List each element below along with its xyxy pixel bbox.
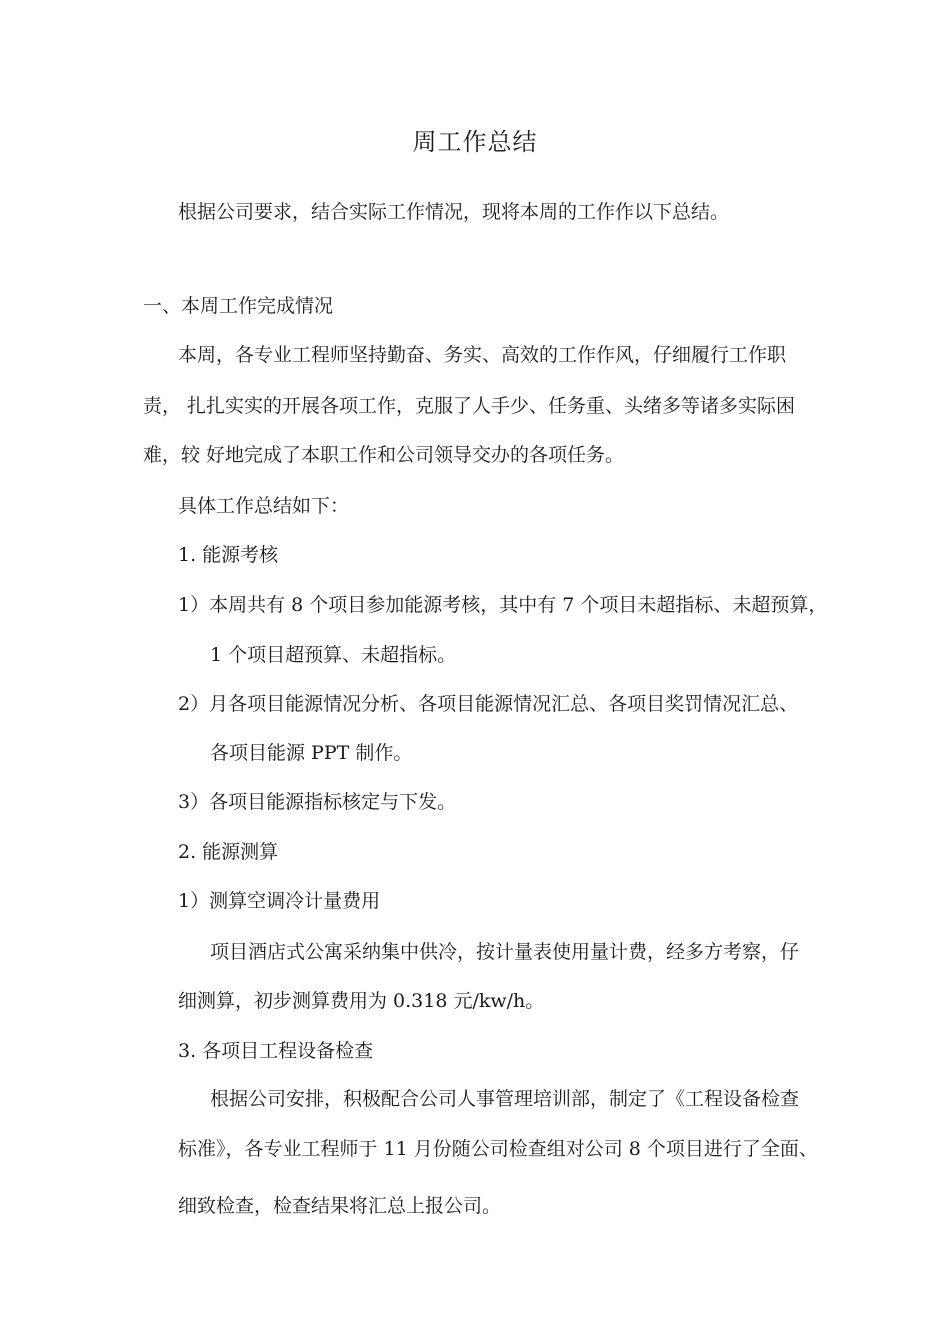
body-text-line: 根据公司安排，积极配合公司人事管理培训部，制定了《工程设备检查: [210, 1088, 800, 1110]
section-heading: 一、本周工作完成情况: [143, 295, 334, 317]
list-item-continuation: 1 个项目超预算、未超指标。: [210, 644, 457, 666]
item-heading: 3. 各项目工程设备检查: [178, 1040, 374, 1062]
body-text-line: 项目酒店式公寓采纳集中供冷，按计量表使用量计费，经多方考察，仔: [210, 941, 800, 963]
body-text-line: 本周，各专业工程师坚持勤奋、务实、高效的工作作风，仔细履行工作职: [178, 344, 787, 366]
list-item: 2）月各项目能源情况分析、各项目能源情况汇总、各项目奖罚情况汇总、: [178, 693, 799, 715]
list-item: 1）本周共有 8 个项目参加能源考核，其中有 7 个项目未超指标、未超预算，: [178, 594, 828, 616]
list-item: 1）测算空调冷计量费用: [178, 890, 381, 912]
item-heading: 1. 能源考核: [178, 544, 279, 566]
body-text-line: 责， 扎扎实实的开展各项工作，克服了人手少、任务重、头绪多等诸多实际困: [143, 395, 796, 417]
page-title: 周工作总结: [412, 128, 538, 156]
body-text-line: 难，较 好地完成了本职工作和公司领导交办的各项任务。: [143, 444, 625, 466]
item-heading: 2. 能源测算: [178, 841, 279, 863]
body-text-line: 细致检查，检查结果将汇总上报公司。: [178, 1195, 502, 1217]
list-item: 3）各项目能源指标核定与下发。: [178, 791, 457, 813]
summary-lead: 具体工作总结如下：: [178, 495, 350, 517]
body-text-line: 细测算，初步测算费用为 0.318 元/kw/h。: [178, 990, 545, 1012]
intro-paragraph: 根据公司要求，结合实际工作情况，现将本周的工作作以下总结。: [178, 201, 730, 223]
list-item-continuation: 各项目能源 PPT 制作。: [210, 742, 413, 764]
body-text-line: 标准》，各专业工程师于 11 月份随公司检查组对公司 8 个项目进行了全面、: [178, 1138, 818, 1160]
